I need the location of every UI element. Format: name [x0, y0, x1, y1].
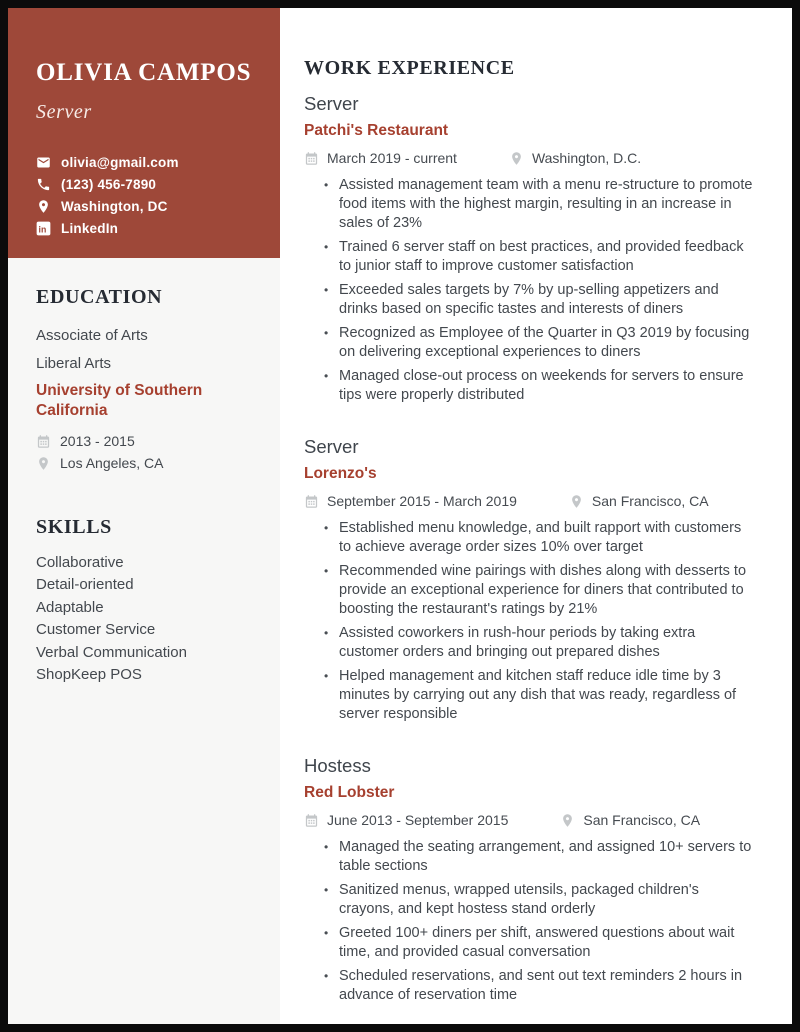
- location-pin-icon: [569, 494, 584, 509]
- linkedin-icon: [36, 221, 51, 236]
- job-location: Washington, D.C.: [531, 150, 642, 166]
- job-location-group: [509, 150, 641, 166]
- location-pin-icon: [36, 456, 51, 471]
- main-content: [280, 8, 792, 1024]
- bullet-item: • Recommended wine pairings with dishes along with desserts to provide an exceptional experience for diners that contributed to boosting the restaurant's ratings by 21%: [322, 562, 756, 619]
- location-pin-icon: [509, 151, 524, 166]
- calendar-icon: [36, 434, 51, 449]
- contact-phone-text: (123) 456-7890: [61, 176, 157, 192]
- sidebar-body: [8, 258, 280, 686]
- contact-list: [36, 151, 260, 239]
- bullet-item: • Greeted 100+ diners per shift, answered questions about wait time, and provided casual conversation: [322, 924, 756, 962]
- contact-email-text: olivia@gmail.com: [61, 154, 179, 170]
- job-company: Red Lobster: [304, 784, 395, 801]
- skill-item: Verbal Communication: [36, 643, 187, 661]
- job-title: Server: [304, 436, 359, 457]
- job-meta-row: [304, 491, 756, 511]
- job-dates: March 2019 - current: [327, 150, 457, 166]
- education-field: Liberal Arts: [36, 355, 112, 372]
- skill-item: Collaborative: [36, 554, 124, 571]
- contact-linkedin[interactable]: [36, 217, 260, 239]
- job-bullets: [304, 838, 756, 1005]
- education-location: Los Angeles, CA: [60, 455, 164, 471]
- job-entry: [304, 753, 756, 1005]
- job-company: Lorenzo's: [304, 465, 377, 482]
- bullet-item: • Managed the seating arrangement, and assigned 10+ servers to table sections: [322, 838, 756, 876]
- skill-item: Customer Service: [36, 621, 156, 639]
- job-location: San Francisco, CA: [583, 812, 701, 828]
- education-school: University of Southern California: [36, 382, 203, 419]
- sidebar: [8, 8, 280, 1024]
- job-title: Server: [304, 93, 359, 114]
- calendar-icon: [304, 151, 319, 166]
- bullet-item: • Established menu knowledge, and built rapport with customers to achieve average order sizes 10% over target: [322, 519, 756, 557]
- bullet-item: • Assisted management team with a menu re-structure to promote food items with the highest margin, resulting in an increase in sales of 23%: [322, 176, 756, 233]
- phone-icon: [36, 177, 51, 192]
- bullet-item: • Exceeded sales targets by 7% by up-selling appetizers and drinks based on specific tastes and interests of diners: [322, 281, 756, 319]
- skill-item: Adaptable: [36, 598, 104, 616]
- job-entry: [304, 434, 756, 724]
- contact-location: [36, 195, 260, 217]
- candidate-job-title: Server: [36, 101, 92, 123]
- bullet-item: • Assisted coworkers in rush-hour periods by taking extra customer orders and bringing out prepared dishes: [322, 624, 756, 662]
- education-location-row: [36, 452, 260, 474]
- resume-paper: [8, 8, 792, 1024]
- skill-item: Detail-oriented: [36, 576, 134, 594]
- job-location-group: [560, 812, 700, 828]
- education-dates: 2013 - 2015: [60, 433, 135, 449]
- job-bullets: [304, 519, 756, 724]
- job-location-group: [569, 493, 709, 509]
- location-pin-icon: [560, 813, 575, 828]
- contact-email[interactable]: [36, 151, 260, 173]
- candidate-name: OLIVIA CAMPOS: [36, 59, 252, 86]
- contact-phone: [36, 173, 260, 195]
- education-dates-row: [36, 430, 260, 452]
- work-experience-heading: WORK EXPERIENCE: [304, 57, 515, 79]
- svg-text:in: in: [38, 223, 47, 234]
- job-dates: June 2013 - September 2015: [327, 812, 509, 828]
- calendar-icon: [304, 494, 319, 509]
- job-entry: [304, 91, 756, 405]
- bullet-item: • Sanitized menus, wrapped utensils, packaged children's crayons, and kept hostess stand orderly: [322, 881, 756, 919]
- job-location: San Francisco, CA: [591, 493, 709, 509]
- job-bullets: [304, 176, 756, 405]
- bullet-item: • Helped management and kitchen staff reduce idle time by 3 minutes by carrying out any dish that was ready, regardless of server responsible: [322, 667, 756, 724]
- envelope-icon: [36, 155, 51, 170]
- skills-list: [36, 552, 260, 686]
- job-meta-row: [304, 148, 756, 168]
- skills-heading: SKILLS: [36, 516, 112, 538]
- bullet-item: • Trained 6 server staff on best practices, and provided feedback to junior staff to improve customer satisfaction: [322, 238, 756, 276]
- bullet-item: • Scheduled reservations, and sent out text reminders 2 hours in advance of reservation time: [322, 967, 756, 1005]
- skill-item: ShopKeep POS: [36, 666, 142, 684]
- job-dates: September 2015 - March 2019: [327, 493, 517, 509]
- calendar-icon: [304, 813, 319, 828]
- job-company: Patchi's Restaurant: [304, 122, 449, 139]
- contact-location-text: Washington, DC: [61, 198, 168, 214]
- education-degree: Associate of Arts: [36, 327, 148, 344]
- contact-linkedin-text: LinkedIn: [61, 220, 119, 236]
- education-heading: EDUCATION: [36, 286, 163, 308]
- sidebar-header: [8, 8, 280, 258]
- job-meta-row: [304, 810, 756, 830]
- location-pin-icon: [36, 199, 51, 214]
- bullet-item: • Recognized as Employee of the Quarter in Q3 2019 by focusing on delivering exceptional experiences to diners: [322, 324, 756, 362]
- job-title: Hostess: [304, 755, 371, 776]
- bullet-item: • Managed close-out process on weekends for servers to ensure tips were properly distributed: [322, 367, 756, 405]
